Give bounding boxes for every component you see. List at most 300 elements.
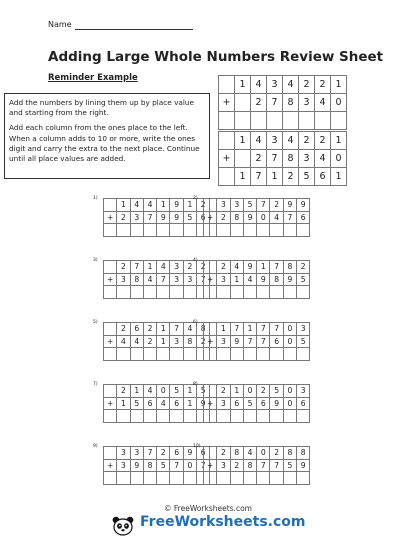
answer-cell[interactable] xyxy=(157,410,170,423)
answer-cell[interactable] xyxy=(170,286,183,299)
digit-cell: 5 xyxy=(297,273,310,286)
digit-cell: 0 xyxy=(257,211,270,224)
problem-number: 6) xyxy=(193,320,198,325)
answer-cell[interactable] xyxy=(297,410,310,423)
digit-cell: 5 xyxy=(270,385,283,398)
digit-cell: 4 xyxy=(130,335,143,348)
plus-sign: + xyxy=(104,459,117,472)
digit-cell: 4 xyxy=(143,199,156,212)
digit-cell: 3 xyxy=(170,335,183,348)
explanation-paragraph-2: Add each column from the ones place to the left. When a column adds to 10 or more, write the ones digit and carry the extra to the next place. Continue until all place values are added. xyxy=(9,123,200,164)
digit-cell: 2 xyxy=(197,335,210,348)
problem-9-grid xyxy=(103,446,210,485)
answer-cell[interactable] xyxy=(257,348,270,361)
blank-cell xyxy=(104,323,117,336)
digit-cell: 2 xyxy=(257,385,270,398)
digit-cell xyxy=(235,150,251,168)
answer-cell[interactable] xyxy=(170,348,183,361)
blank-cell xyxy=(204,286,217,299)
digit-cell: 3 xyxy=(217,273,230,286)
digit-cell: 4 xyxy=(315,94,331,112)
digit-cell: 7 xyxy=(283,211,296,224)
digit-cell: 1 xyxy=(243,323,256,336)
answer-cell xyxy=(299,112,315,130)
blank-cell xyxy=(104,472,117,485)
blank-cell xyxy=(219,168,235,186)
name-line xyxy=(75,29,193,30)
digit-cell: 1 xyxy=(235,132,251,150)
digit-cell: 9 xyxy=(243,261,256,274)
digit-cell: 6 xyxy=(297,397,310,410)
digit-cell: 9 xyxy=(283,273,296,286)
blank-cell xyxy=(104,410,117,423)
answer-cell[interactable] xyxy=(130,410,143,423)
digit-cell: 7 xyxy=(257,335,270,348)
digit-cell: 2 xyxy=(117,211,130,224)
blank-cell xyxy=(219,132,235,150)
plus-sign: + xyxy=(204,273,217,286)
digit-cell: 1 xyxy=(257,261,270,274)
digit-cell: 7 xyxy=(267,150,283,168)
digit-cell: 1 xyxy=(117,199,130,212)
answer-cell[interactable] xyxy=(143,286,156,299)
digit-cell: 0 xyxy=(157,385,170,398)
top-number-row xyxy=(204,323,310,336)
answer-row xyxy=(204,410,310,423)
digit-cell: 0 xyxy=(183,459,196,472)
plus-sign: + xyxy=(104,335,117,348)
blank-cell xyxy=(104,385,117,398)
digit-cell: 7 xyxy=(270,323,283,336)
digit-cell: 8 xyxy=(143,459,156,472)
digit-cell: 9 xyxy=(130,459,143,472)
digit-cell: 1 xyxy=(331,168,347,186)
digit-cell: 2 xyxy=(117,261,130,274)
digit-cell: 3 xyxy=(217,199,230,212)
answer-cell[interactable] xyxy=(183,472,196,485)
answer-cell[interactable] xyxy=(130,472,143,485)
digit-cell: 5 xyxy=(299,168,315,186)
answer-cell[interactable] xyxy=(243,410,256,423)
digit-cell: 1 xyxy=(331,132,347,150)
digit-cell: 5 xyxy=(170,385,183,398)
digit-cell: 7 xyxy=(170,323,183,336)
top-number-row xyxy=(204,385,310,398)
digit-cell: 7 xyxy=(270,459,283,472)
explanation-box xyxy=(4,93,210,179)
digit-cell: 6 xyxy=(315,168,331,186)
answer-cell[interactable] xyxy=(117,224,130,237)
digit-cell: 7 xyxy=(197,459,210,472)
answer-cell[interactable] xyxy=(243,286,256,299)
digit-cell: 5 xyxy=(243,199,256,212)
answer-cell[interactable] xyxy=(130,348,143,361)
answer-cell[interactable] xyxy=(183,286,196,299)
bottom-number-row xyxy=(104,397,210,410)
digit-cell: 8 xyxy=(197,323,210,336)
answer-row xyxy=(204,224,310,237)
answer-cell[interactable] xyxy=(283,410,296,423)
plus-sign: + xyxy=(219,94,235,112)
digit-cell: 2 xyxy=(143,335,156,348)
example-solution-grid xyxy=(218,131,347,186)
answer-cell[interactable] xyxy=(283,224,296,237)
answer-cell[interactable] xyxy=(143,410,156,423)
digit-cell: 1 xyxy=(230,273,243,286)
digit-cell: 3 xyxy=(170,261,183,274)
digit-cell: 4 xyxy=(157,397,170,410)
blank-cell xyxy=(104,348,117,361)
problem-number: 1) xyxy=(93,196,98,201)
digit-cell: 6 xyxy=(197,211,210,224)
digit-cell: 6 xyxy=(257,397,270,410)
bottom-number-row xyxy=(204,335,310,348)
digit-cell: 3 xyxy=(297,323,310,336)
plus-sign: + xyxy=(104,211,117,224)
problem-number: 4) xyxy=(193,258,198,263)
digit-cell: 3 xyxy=(299,150,315,168)
digit-cell: 9 xyxy=(283,199,296,212)
digit-cell: 9 xyxy=(197,397,210,410)
digit-cell: 9 xyxy=(297,459,310,472)
digit-cell: 2 xyxy=(299,76,315,94)
digit-cell: 8 xyxy=(230,447,243,460)
answer-cell[interactable] xyxy=(283,472,296,485)
digit-cell: 1 xyxy=(267,168,283,186)
bottom-number-row xyxy=(104,273,210,286)
blank-cell xyxy=(204,472,217,485)
digit-cell: 6 xyxy=(143,397,156,410)
page-title: Adding Large Whole Numbers Review Sheet xyxy=(48,49,384,65)
digit-cell: 7 xyxy=(267,94,283,112)
answer-cell[interactable] xyxy=(217,410,230,423)
digit-cell: 2 xyxy=(217,211,230,224)
blank-cell xyxy=(104,199,117,212)
blank-cell xyxy=(204,348,217,361)
digit-cell: 8 xyxy=(283,150,299,168)
digit-cell: 4 xyxy=(183,323,196,336)
digit-cell: 1 xyxy=(183,397,196,410)
digit-cell: 3 xyxy=(217,335,230,348)
digit-cell: 2 xyxy=(299,132,315,150)
answer-row xyxy=(219,112,347,130)
digit-cell: 5 xyxy=(183,211,196,224)
answer-cell[interactable] xyxy=(157,348,170,361)
name-label: Name xyxy=(48,20,72,29)
answer-cell xyxy=(267,112,283,130)
answer-cell[interactable] xyxy=(157,472,170,485)
answer-cell[interactable] xyxy=(230,410,243,423)
digit-cell: 7 xyxy=(243,335,256,348)
blank-cell xyxy=(104,286,117,299)
digit-cell xyxy=(235,94,251,112)
answer-cell[interactable] xyxy=(283,286,296,299)
answer-cell xyxy=(251,112,267,130)
top-number-row xyxy=(204,261,310,274)
footer-copyright: © FreeWorksheets.com xyxy=(164,504,252,513)
answer-row xyxy=(104,472,210,485)
digit-cell: 6 xyxy=(197,447,210,460)
digit-cell: 7 xyxy=(251,168,267,186)
digit-cell: 4 xyxy=(315,150,331,168)
answer-cell[interactable] xyxy=(270,224,283,237)
answer-cell[interactable] xyxy=(270,286,283,299)
answer-cell[interactable] xyxy=(257,224,270,237)
digit-cell: 7 xyxy=(157,273,170,286)
digit-cell: 4 xyxy=(117,335,130,348)
digit-cell: 4 xyxy=(243,273,256,286)
digit-cell: 3 xyxy=(299,94,315,112)
digit-cell: 2 xyxy=(217,385,230,398)
blank-cell xyxy=(204,323,217,336)
digit-cell: 2 xyxy=(157,447,170,460)
digit-cell: 6 xyxy=(130,323,143,336)
answer-cell[interactable] xyxy=(117,348,130,361)
answer-cell[interactable] xyxy=(183,410,196,423)
answer-cell[interactable] xyxy=(143,348,156,361)
digit-cell: 5 xyxy=(130,397,143,410)
answer-cell[interactable] xyxy=(243,472,256,485)
answer-cell[interactable] xyxy=(230,348,243,361)
problem-1-grid xyxy=(103,198,210,237)
digit-cell: 0 xyxy=(283,397,296,410)
answer-cell[interactable] xyxy=(297,286,310,299)
answer-cell[interactable] xyxy=(183,348,196,361)
bottom-number-row xyxy=(204,211,310,224)
answer-cell[interactable] xyxy=(270,348,283,361)
bottom-number-row xyxy=(104,459,210,472)
digit-cell: 0 xyxy=(331,94,347,112)
answer-row xyxy=(204,348,310,361)
blank-cell xyxy=(204,447,217,460)
digit-cell: 4 xyxy=(130,199,143,212)
digit-cell: 9 xyxy=(157,211,170,224)
digit-cell: 4 xyxy=(157,261,170,274)
digit-cell: 8 xyxy=(243,459,256,472)
reminder-heading: Reminder Example xyxy=(48,73,138,83)
problem-7-grid xyxy=(103,384,210,423)
answer-cell[interactable] xyxy=(170,410,183,423)
digit-cell: 1 xyxy=(235,76,251,94)
top-number-row xyxy=(204,199,310,212)
digit-cell: 3 xyxy=(217,459,230,472)
bottom-number-row xyxy=(204,459,310,472)
problem-8-grid xyxy=(203,384,310,423)
answer-cell[interactable] xyxy=(217,286,230,299)
digit-cell: 1 xyxy=(157,323,170,336)
digit-cell: 6 xyxy=(270,335,283,348)
top-number-row xyxy=(219,76,347,94)
plus-sign: + xyxy=(219,150,235,168)
answer-cell xyxy=(283,112,299,130)
digit-cell: 1 xyxy=(117,397,130,410)
digit-cell: 6 xyxy=(297,211,310,224)
problem-2-grid xyxy=(203,198,310,237)
problem-number: 7) xyxy=(93,382,98,387)
answer-cell[interactable] xyxy=(170,224,183,237)
digit-cell: 7 xyxy=(270,261,283,274)
digit-cell: 3 xyxy=(117,447,130,460)
digit-cell: 4 xyxy=(143,273,156,286)
problem-6-grid xyxy=(203,322,310,361)
answer-cell[interactable] xyxy=(130,224,143,237)
digit-cell: 4 xyxy=(243,447,256,460)
answer-cell[interactable] xyxy=(170,472,183,485)
digit-cell: 1 xyxy=(230,385,243,398)
digit-cell: 8 xyxy=(130,273,143,286)
answer-cell[interactable] xyxy=(230,224,243,237)
digit-cell: 9 xyxy=(243,211,256,224)
digit-cell: 9 xyxy=(257,273,270,286)
problem-4-grid xyxy=(203,260,310,299)
digit-cell: 4 xyxy=(143,385,156,398)
answer-cell[interactable] xyxy=(257,472,270,485)
digit-cell: 2 xyxy=(251,150,267,168)
digit-cell: 0 xyxy=(331,150,347,168)
answer-cell[interactable] xyxy=(257,410,270,423)
digit-cell: 8 xyxy=(283,447,296,460)
answer-cell[interactable] xyxy=(157,286,170,299)
answer-cell[interactable] xyxy=(217,472,230,485)
answer-cell[interactable] xyxy=(243,348,256,361)
digit-cell: 7 xyxy=(130,261,143,274)
digit-cell: 7 xyxy=(257,459,270,472)
digit-cell: 2 xyxy=(217,261,230,274)
digit-cell: 2 xyxy=(197,261,210,274)
digit-cell: 1 xyxy=(183,385,196,398)
digit-cell: 7 xyxy=(143,447,156,460)
answer-cell xyxy=(315,112,331,130)
digit-cell: 0 xyxy=(243,385,256,398)
plus-sign: + xyxy=(104,273,117,286)
blank-cell xyxy=(104,447,117,460)
digit-cell: 3 xyxy=(183,273,196,286)
digit-cell: 2 xyxy=(315,132,331,150)
answer-cell[interactable] xyxy=(130,286,143,299)
answer-cell[interactable] xyxy=(297,348,310,361)
digit-cell: 9 xyxy=(230,335,243,348)
answer-row xyxy=(204,472,310,485)
brand-name: FreeWorksheets.com xyxy=(140,514,306,530)
digit-cell: 2 xyxy=(143,323,156,336)
digit-cell: 2 xyxy=(197,199,210,212)
blank-cell xyxy=(204,261,217,274)
answer-row xyxy=(219,168,347,186)
digit-cell: 9 xyxy=(170,199,183,212)
digit-cell: 8 xyxy=(283,94,299,112)
answer-cell[interactable] xyxy=(217,348,230,361)
digit-cell: 9 xyxy=(183,447,196,460)
bottom-number-row xyxy=(204,273,310,286)
digit-cell: 7 xyxy=(257,323,270,336)
digit-cell: 3 xyxy=(130,447,143,460)
answer-cell[interactable] xyxy=(117,472,130,485)
digit-cell: 3 xyxy=(130,211,143,224)
digit-cell: 3 xyxy=(230,199,243,212)
digit-cell: 2 xyxy=(117,385,130,398)
answer-cell[interactable] xyxy=(117,410,130,423)
answer-cell[interactable] xyxy=(217,224,230,237)
answer-cell[interactable] xyxy=(143,224,156,237)
plus-sign: + xyxy=(104,397,117,410)
digit-cell: 6 xyxy=(170,397,183,410)
answer-cell[interactable] xyxy=(243,224,256,237)
answer-cell xyxy=(331,112,347,130)
digit-cell: 4 xyxy=(251,132,267,150)
answer-cell[interactable] xyxy=(257,286,270,299)
answer-cell[interactable] xyxy=(297,472,310,485)
answer-row xyxy=(104,224,210,237)
digit-cell: 7 xyxy=(143,211,156,224)
digit-cell: 1 xyxy=(157,335,170,348)
blank-cell xyxy=(204,410,217,423)
bottom-number-row xyxy=(219,150,347,168)
problem-number: 3) xyxy=(93,258,98,263)
digit-cell: 9 xyxy=(170,211,183,224)
explanation-paragraph-1: Add the numbers by lining them up by place value and starting from the right. xyxy=(9,98,195,118)
digit-cell: 0 xyxy=(283,323,296,336)
answer-cell[interactable] xyxy=(117,286,130,299)
panda-logo-icon xyxy=(111,516,135,536)
digit-cell: 1 xyxy=(157,199,170,212)
digit-cell: 3 xyxy=(117,273,130,286)
bottom-number-row xyxy=(204,397,310,410)
digit-cell: 2 xyxy=(297,261,310,274)
answer-cell[interactable] xyxy=(270,472,283,485)
digit-cell: 0 xyxy=(283,385,296,398)
digit-cell: 5 xyxy=(283,459,296,472)
problem-number: 2) xyxy=(193,196,198,201)
answer-cell[interactable] xyxy=(183,224,196,237)
digit-cell: 5 xyxy=(157,459,170,472)
example-problem-grid xyxy=(218,75,347,130)
digit-cell: 8 xyxy=(183,335,196,348)
digit-cell: 5 xyxy=(297,335,310,348)
problem-number: 10) xyxy=(193,444,201,449)
digit-cell: 9 xyxy=(297,199,310,212)
plus-sign: + xyxy=(204,459,217,472)
answer-row xyxy=(204,286,310,299)
answer-cell[interactable] xyxy=(230,472,243,485)
digit-cell: 4 xyxy=(230,261,243,274)
digit-cell: 4 xyxy=(251,76,267,94)
digit-cell: 3 xyxy=(117,459,130,472)
answer-cell[interactable] xyxy=(270,410,283,423)
digit-cell: 1 xyxy=(183,199,196,212)
top-number-row xyxy=(204,447,310,460)
digit-cell: 2 xyxy=(117,323,130,336)
digit-cell: 5 xyxy=(243,397,256,410)
answer-cell[interactable] xyxy=(283,348,296,361)
answer-cell[interactable] xyxy=(143,472,156,485)
digit-cell: 8 xyxy=(283,261,296,274)
answer-cell[interactable] xyxy=(297,224,310,237)
digit-cell: 2 xyxy=(283,168,299,186)
digit-cell: 2 xyxy=(217,447,230,460)
answer-cell[interactable] xyxy=(157,224,170,237)
answer-cell[interactable] xyxy=(230,286,243,299)
problem-number: 9) xyxy=(93,444,98,449)
digit-cell: 3 xyxy=(267,132,283,150)
blank-cell xyxy=(219,112,235,130)
digit-cell: 3 xyxy=(267,76,283,94)
digit-cell: 1 xyxy=(130,385,143,398)
digit-cell: 4 xyxy=(283,132,299,150)
digit-cell: 7 xyxy=(257,199,270,212)
plus-sign: + xyxy=(204,211,217,224)
digit-cell: 3 xyxy=(297,385,310,398)
digit-cell: 2 xyxy=(315,76,331,94)
